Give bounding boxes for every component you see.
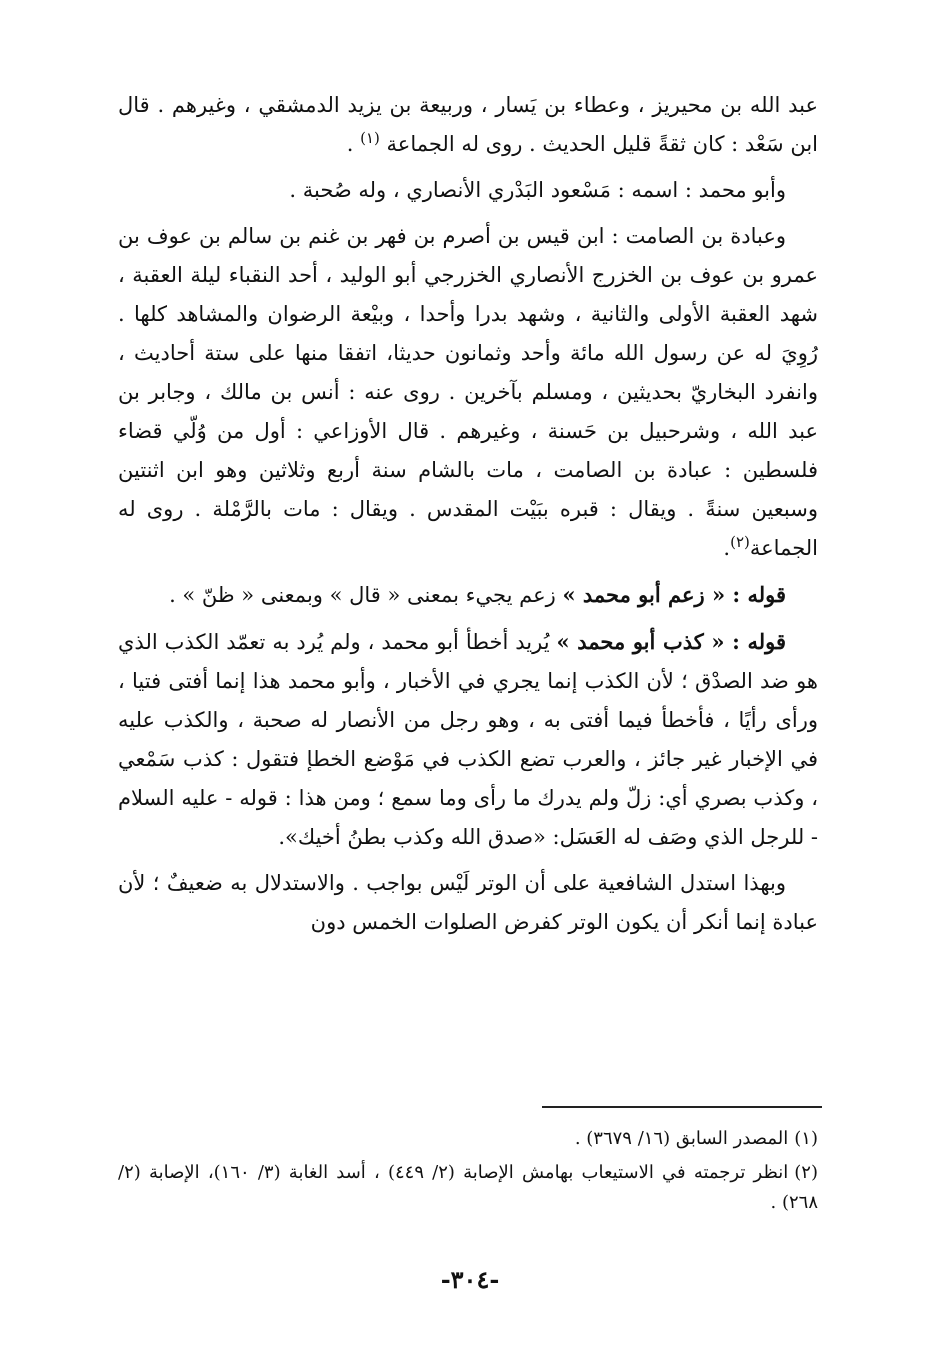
footnote-text: انظر ترجمته في الاستيعاب بهامش الإصابة (٢/ ٤٤٩) ، أسد الغابة (٣/ ١٦٠)، الإصابة (٢/ ٢٦٨) . bbox=[118, 1162, 818, 1213]
footnote-separator bbox=[542, 1106, 822, 1108]
footnote-reference[interactable]: (١) bbox=[360, 129, 380, 147]
paragraph-witr-argument bbox=[118, 864, 818, 942]
footnotes bbox=[118, 1124, 818, 1222]
paragraph-text: عبد الله بن محيريز ، وعطاء بن يَسار ، وربيعة بن يزيد الدمشقي ، وغيرهم . قال ابن سَعْد : كان ثقةً قليل الحديث . روى له الجماعة bbox=[118, 93, 818, 156]
paragraph-text: وعبادة بن الصامت : ابن قيس بن أصرم بن فهر بن غنم بن سالم بن عوف بن عمرو بن عوف بن الخزرج الأنصاري الخزرجي أبو الوليد ، أحد النقباء ليلة العقبة ، شهد العقبة الأولى والثانية ، وشهد بدرا وأحدا ، وبيْعة الرضوان والمشاهد كلها . رُوِيَ له عن رسول الله مائة وأحد وثمانون حديثا، اتفقا منها على ستة أحاديث ، وانفرد البخاريّ بحديثين ، ومسلم بآخرين . روى عنه : أنس بن مالك ، وجابر بن عبد الله ، وشرحبيل بن حَسنة ، وغيرهم . قال الأوزاعي : أول من وُلّي قضاء فلسطين : عبادة بن الصامت ، مات بالشام سنة أربع وثلاثين وهو ابن اثنتين وسبعين سنةً . ويقال : قبره ببَيْت المقدس . ويقال : مات بالرَّمْلة . روى له الجماعة bbox=[118, 224, 818, 560]
main-text bbox=[118, 86, 818, 949]
paragraph-ubada-biography bbox=[118, 217, 818, 568]
paragraph-narrators bbox=[118, 86, 818, 164]
quoted-heading: قوله : « زعم أبو محمد » bbox=[562, 582, 786, 607]
footnote-2 bbox=[118, 1158, 818, 1218]
paragraph-tail: . bbox=[346, 132, 361, 156]
footnote-text: المصدر السابق (١٦/ ٣٦٧٩) . bbox=[574, 1128, 789, 1149]
paragraph-abu-muhammad bbox=[118, 171, 818, 210]
footnote-number: (١) bbox=[794, 1128, 818, 1149]
paragraph-text: يُريد أخطأ أبو محمد ، ولم يُرد به تعمّد الكذب الذي هو ضد الصدْق ؛ لأن الكذب إنما يجري في الأخبار ، وأبو محمد هذا إنما أفتى فتيا ، ورأى رأيًا ، فأخطأ فيما أفتى به ، وهو رجل من الأنصار له صحبة ، والكذب عليه في الإخبار غير جائز ، والعرب تضع الكذب في مَوْضع الخطإ فتقول : كذب سَمْعي ، وكذب بصري أي: زلّ ولم يدرك ما رأى وما سمع ؛ ومن هذا : قوله - عليه السلام - للرجل الذي وصَف له العَسَل: «صدق الله وكذب بطنُ أخيك». bbox=[118, 630, 818, 849]
paragraph-zaama-meaning bbox=[118, 575, 818, 615]
paragraph-kadhaba-meaning bbox=[118, 622, 818, 857]
footnote-reference[interactable]: (٢) bbox=[730, 533, 750, 551]
page-number: -٣٠٤- bbox=[440, 1265, 500, 1294]
paragraph-tail: . bbox=[723, 536, 731, 560]
paragraph-text: وبهذا استدل الشافعية على أن الوتر لَيْس بواجب . والاستدلال به ضعيفٌ ؛ لأن عبادة إنما أنكر أن يكون الوتر كفرض الصلوات الخمس دون bbox=[118, 871, 818, 934]
quoted-heading: قوله : « كذب أبو محمد » bbox=[556, 629, 786, 654]
paragraph-text: وأبو محمد : اسمه : مَسْعود البَدْري الأنصاري ، وله صُحبة . bbox=[289, 178, 786, 202]
footnote-1 bbox=[118, 1124, 818, 1154]
footnote-number: (٢) bbox=[794, 1162, 818, 1183]
paragraph-text: زعم يجيء بمعنى « قال » وبمعنى « ظنّ » . bbox=[169, 583, 563, 607]
